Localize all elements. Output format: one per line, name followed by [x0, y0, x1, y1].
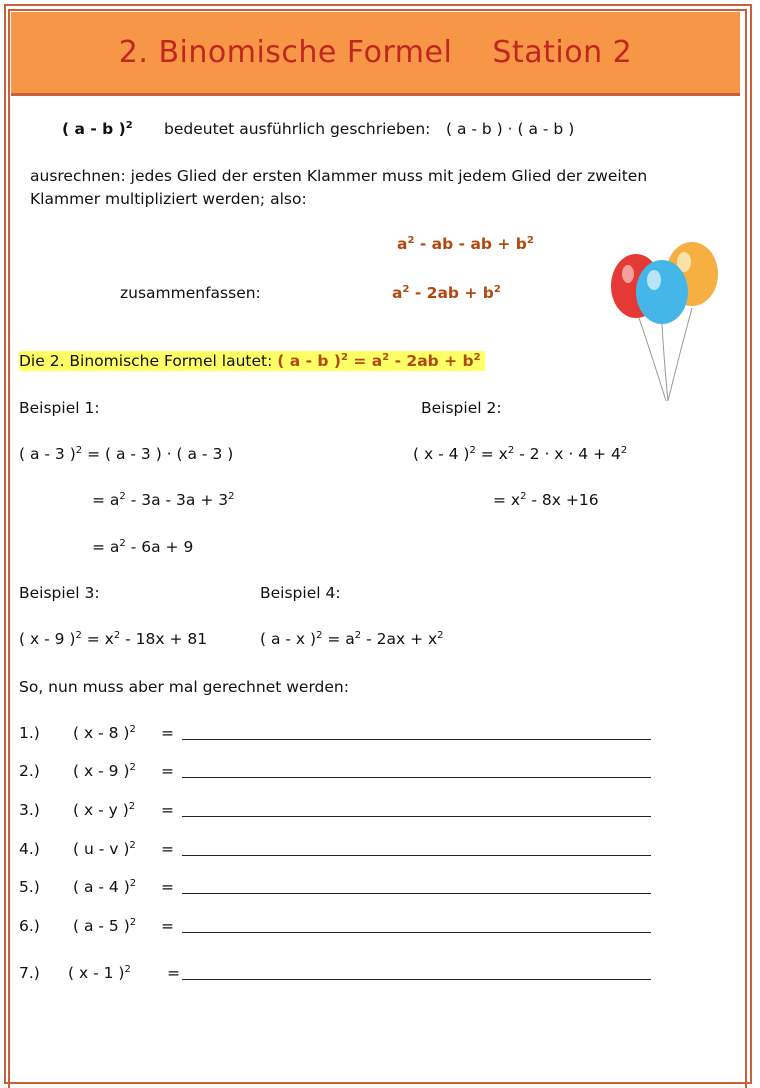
example3-title: Beispiel 3: — [19, 584, 100, 602]
page-title: 2. Binomische Formel Station 2 — [118, 35, 633, 70]
intro-combine-label: zusammenfassen: — [120, 284, 261, 302]
example1-line2: = $a^2 - 3a - 3a + 3^2$ — [92, 490, 235, 509]
intro-meaning-label: bedeutet ausführlich geschrieben: — [164, 120, 431, 138]
answer-line[interactable] — [182, 979, 651, 980]
exercise-number: 1.) — [19, 724, 40, 742]
intro-step2: $a^2 - 2ab + b^2$ — [392, 283, 501, 302]
answer-line[interactable] — [182, 816, 651, 817]
exercise-term: ( x - 1 )$^2$ — [68, 963, 131, 982]
exercise-number: 5.) — [19, 878, 40, 896]
intro-explain-line1: ausrechnen: jedes Glied der ersten Klammer muss mit jedem Glied der zweiten — [30, 167, 648, 185]
intro-step1: $a^2$ - ab - ab + $b^2$ — [397, 234, 534, 253]
exercise-number: 7.) — [19, 964, 40, 982]
exercise-term: ( u - v )$^2$ — [73, 839, 136, 858]
intro-explain-line2: Klammer multipliziert werden; also: — [30, 190, 307, 208]
exercise-equals: = — [161, 762, 174, 780]
exercise-equals: = — [161, 917, 174, 935]
exercise-number: 3.) — [19, 801, 40, 819]
example4-title: Beispiel 4: — [260, 584, 341, 602]
answer-line[interactable] — [182, 855, 651, 856]
exercises-intro: So, nun muss aber mal gerechnet werden: — [19, 678, 349, 696]
example1-line3: = $a^2 - 6a + 9$ — [92, 537, 194, 556]
example1-line1: ( a - 3 )$^2$ = ( a - 3 ) · ( a - 3 ) — [19, 444, 234, 463]
example3-line1: ( x - 9 )$^2 = x^2 - 18x + 81$ — [19, 629, 208, 648]
exercise-number: 6.) — [19, 917, 40, 935]
intro-term: ( a - b )$^2$ — [62, 119, 133, 138]
exercise-term: ( a - 5 )$^2$ — [73, 916, 137, 935]
answer-line[interactable] — [182, 739, 651, 740]
intro-expanded: ( a - b ) · ( a - b ) — [446, 120, 575, 138]
example1-title: Beispiel 1: — [19, 399, 100, 417]
exercise-term: ( x - 8 )$^2$ — [73, 723, 136, 742]
example2-line1: ( x - 4 )$^2 = x^2 - 2 \cdot x \cdot 4 + 4^2$ — [413, 444, 628, 463]
header-banner — [11, 12, 740, 96]
exercise-equals: = — [161, 801, 174, 819]
exercise-equals: = — [167, 964, 180, 982]
exercise-number: 4.) — [19, 840, 40, 858]
answer-line[interactable] — [182, 777, 651, 778]
exercise-equals: = — [161, 724, 174, 742]
exercise-equals: = — [161, 878, 174, 896]
rule-statement: Die 2. Binomische Formel lautet: ( a - b )$^2 = a^2 - 2ab + b^2$ — [19, 351, 485, 371]
exercise-term: ( a - 4 )$^2$ — [73, 877, 137, 896]
exercise-equals: = — [161, 840, 174, 858]
example2-line2: = $x^2 - 8x +16$ — [493, 490, 599, 509]
example2-title: Beispiel 2: — [421, 399, 502, 417]
answer-line[interactable] — [182, 932, 651, 933]
exercise-term: ( x - 9 )$^2$ — [73, 761, 136, 780]
example4-line1: ( a - x )$^2 = a^2 - 2ax + x^2$ — [260, 629, 444, 648]
exercise-number: 2.) — [19, 762, 40, 780]
exercise-term: ( x - y )$^2$ — [73, 800, 136, 819]
answer-line[interactable] — [182, 893, 651, 894]
balloons-icon — [604, 236, 724, 406]
